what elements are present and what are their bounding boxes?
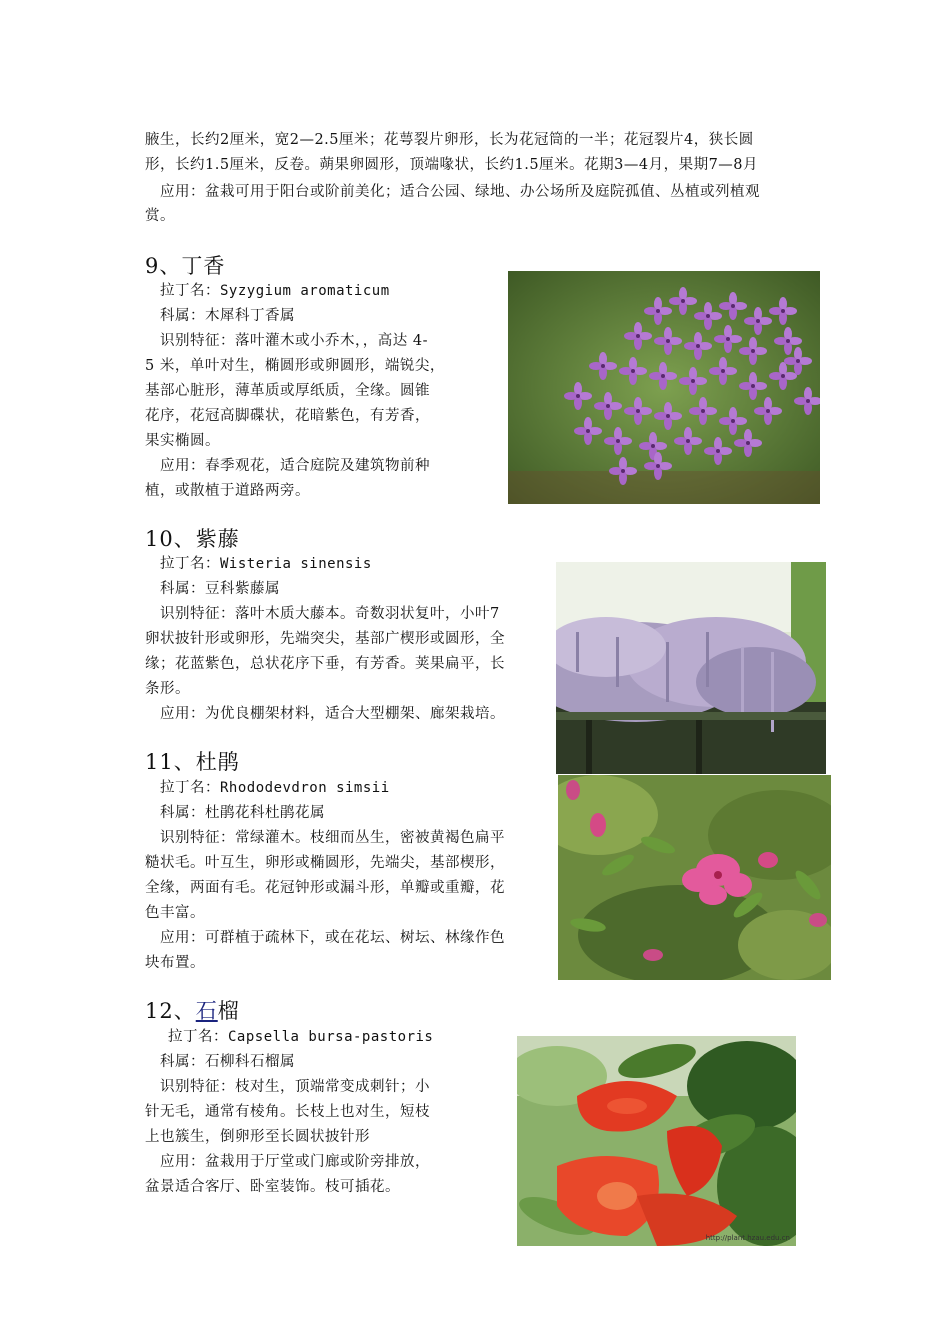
section-9-feature-2: 5 米，单叶对生，椭圆形或卵圆形，端锐尖， xyxy=(145,358,445,374)
section-12-feature-2: 针无毛，通常有棱角。长枝上也对生，短枝 xyxy=(145,1104,430,1120)
intro-line-1: 腋生，长约2厘米，宽2—2.5厘米；花萼裂片卵形，长为花冠筒的一半；花冠裂片4，狭长圆 xyxy=(145,132,754,148)
section-10-usage-1: 应用：为优良棚架材料，适合大型棚架、廊架栽培。 xyxy=(160,706,505,722)
intro-line-2: 形，长约1.5厘米，反卷。蒴果卵圆形，顶端喙状，长约1.5厘米。花期3—4月，果期7—8月 xyxy=(145,157,759,173)
section-9-feature-3: 基部心脏形，薄革质或厚纸质，全缘。圆锥 xyxy=(145,383,430,399)
section-11-feature-1: 识别特征：常绿灌木。枝细而丛生，密被黄褐色扁平 xyxy=(160,830,505,846)
lilac-photo xyxy=(508,271,820,504)
section-11-title: 11、杜鹃 xyxy=(145,750,240,774)
wisteria-photo xyxy=(556,562,826,774)
section-11-feature-2: 糙状毛。叶互生，卵形或椭圆形，先端尖，基部楔形， xyxy=(145,855,505,871)
section-12-usage-1: 应用：盆栽用于厅堂或门廊或阶旁排放， xyxy=(160,1154,430,1170)
section-12-family: 科属：石柳科石榴属 xyxy=(160,1054,295,1070)
latin-label: 拉丁名： xyxy=(160,556,220,572)
section-9-usage-1: 应用：春季观花，适合庭院及建筑物前种 xyxy=(160,458,430,474)
section-9-latin xyxy=(160,279,390,300)
section-11-usage-2: 块布置。 xyxy=(145,955,205,971)
section-11-latin xyxy=(160,776,390,797)
latin-label: 拉丁名： xyxy=(160,780,220,796)
title-number: 12、 xyxy=(145,999,196,1023)
section-12-usage-2: 盆景适合客厅、卧室装饰。枝可插花。 xyxy=(145,1179,400,1195)
section-10-feature-4: 条形。 xyxy=(145,681,190,697)
section-12-feature-3: 上也簇生，倒卵形至长圆状披针形 xyxy=(145,1129,370,1145)
latin-name: Capsella bursa-pastoris xyxy=(228,1029,434,1045)
latin-label: 拉丁名： xyxy=(160,283,220,299)
section-10-feature-2: 卵状披针形或卵形，先端突尖，基部广楔形或圆形，全 xyxy=(145,631,505,647)
section-12-title xyxy=(145,995,240,1025)
section-11-usage-1: 应用：可群植于疏林下，或在花坛、树坛、林缘作色 xyxy=(160,930,505,946)
section-10-latin xyxy=(160,552,372,573)
section-10-title: 10、紫藤 xyxy=(145,527,240,551)
section-9-family: 科属：木犀科丁香属 xyxy=(160,308,295,324)
photo-watermark: http://plant.hzau.edu.cn xyxy=(705,1234,790,1242)
latin-name: Syzygium aromaticum xyxy=(220,283,390,299)
section-11-feature-3: 全缘，两面有毛。花冠钟形或漏斗形，单瓣或重瓣，花 xyxy=(145,880,505,896)
section-12-latin xyxy=(168,1025,433,1046)
section-9-feature-1: 识别特征：落叶灌木或小乔木，，高达 4- xyxy=(160,333,428,349)
section-9-feature-5: 果实椭圆。 xyxy=(145,433,220,449)
section-10-family: 科属：豆科紫藤属 xyxy=(160,581,280,597)
title-link[interactable]: 石 xyxy=(195,999,218,1023)
latin-name: Wisteria sinensis xyxy=(220,556,372,572)
section-10-feature-3: 缘；花蓝紫色，总状花序下垂，有芳香。荚果扁平，长 xyxy=(145,656,505,672)
pomegranate-photo xyxy=(517,1036,796,1246)
section-11-feature-4: 色丰富。 xyxy=(145,905,205,921)
section-11-family: 科属：杜鹃花科杜鹃花属 xyxy=(160,805,325,821)
azalea-photo xyxy=(558,775,831,980)
section-12-feature-1: 识别特征：枝对生，顶端常变成刺针；小 xyxy=(160,1079,430,1095)
section-10-feature-1: 识别特征：落叶木质大藤本。奇数羽状复叶，小叶7 xyxy=(160,606,500,622)
intro-line-3: 应用：盆栽可用于阳台或阶前美化；适合公园、绿地、办公场所及庭院孤值、丛植或列植观 xyxy=(160,184,760,200)
section-9-feature-4: 花序，花冠高脚碟状，花暗紫色，有芳香， xyxy=(145,408,430,424)
section-9-usage-2: 植，或散植于道路两旁。 xyxy=(145,483,310,499)
latin-label: 拉丁名： xyxy=(168,1029,228,1045)
intro-line-4: 赏。 xyxy=(145,208,175,224)
title-rest: 榴 xyxy=(217,999,240,1023)
latin-name: Rhododevdron simsii xyxy=(220,780,390,796)
section-9-title: 9、丁香 xyxy=(145,254,226,278)
